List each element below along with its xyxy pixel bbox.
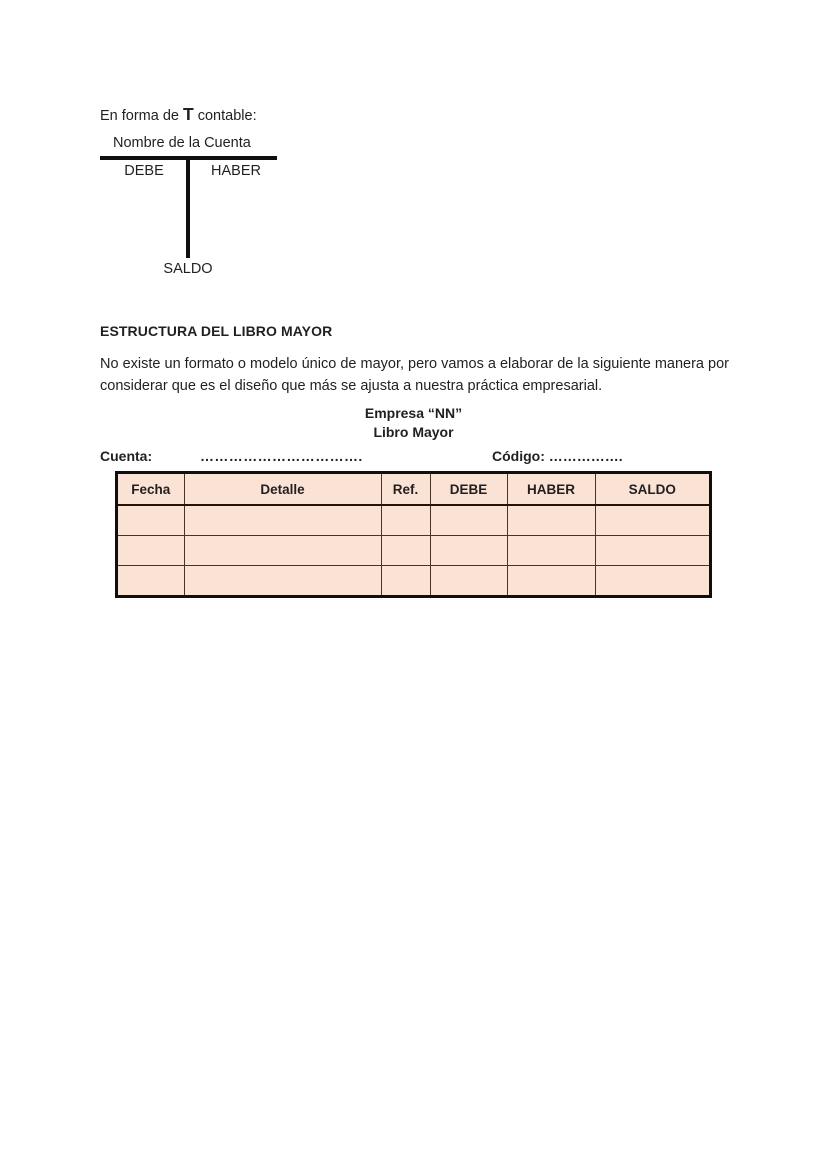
ledger-company-name: Empresa “NN” (364, 405, 463, 421)
cell-ref[interactable] (381, 505, 430, 536)
column-header-haber: HABER (507, 474, 595, 505)
cell-haber[interactable] (507, 566, 595, 596)
cell-saldo[interactable] (595, 536, 709, 566)
ledger-field-row (100, 448, 729, 470)
t-account-debit-label: DEBE (124, 163, 164, 179)
table-row (118, 536, 709, 566)
column-header-detalle: Detalle (184, 474, 381, 505)
cell-ref[interactable] (381, 536, 430, 566)
table-row (118, 505, 709, 536)
cell-detalle[interactable] (184, 536, 381, 566)
column-header-saldo: SALDO (595, 474, 709, 505)
cell-fecha[interactable] (118, 536, 184, 566)
cell-haber[interactable] (507, 536, 595, 566)
intro-prefix: En forma de (100, 108, 184, 124)
t-account-title: Nombre de la Cuenta (113, 135, 251, 151)
t-account-credit-label: HABER (211, 163, 261, 179)
cell-saldo[interactable] (595, 505, 709, 536)
account-field-label: Cuenta: (100, 448, 153, 464)
cell-fecha[interactable] (118, 566, 184, 596)
column-header-fecha: Fecha (118, 474, 184, 505)
table-header-row (118, 474, 709, 505)
cell-saldo[interactable] (595, 566, 709, 596)
code-field-label: Código: ……………. (492, 448, 623, 464)
t-account-vertical-stem (186, 160, 190, 258)
intro-t-letter: T (183, 104, 194, 124)
ledger-table (115, 471, 712, 598)
cell-ref[interactable] (381, 566, 430, 596)
cell-debe[interactable] (430, 505, 507, 536)
t-account-balance-label: SALDO (163, 261, 213, 277)
cell-detalle[interactable] (184, 505, 381, 536)
cell-debe[interactable] (430, 536, 507, 566)
section-paragraph: No existe un formato o modelo único de mayor, pero vamos a elaborar de la siguiente manera por considerar que es el diseño que más se ajusta a nuestra práctica empresarial. (100, 356, 729, 394)
ledger-header-block (100, 404, 729, 470)
intro-suffix: contable: (193, 108, 257, 124)
section-heading: ESTRUCTURA DEL LIBRO MAYOR (100, 323, 333, 339)
table-row (118, 566, 709, 596)
cell-haber[interactable] (507, 505, 595, 536)
column-header-ref: Ref. (381, 474, 430, 505)
ledger-book-name: Libro Mayor (373, 424, 454, 440)
column-header-debe: DEBE (430, 474, 507, 505)
t-account-diagram (100, 134, 400, 284)
cell-fecha[interactable] (118, 505, 184, 536)
account-field-blank: ……………………………. (200, 448, 363, 464)
cell-detalle[interactable] (184, 566, 381, 596)
intro-line (100, 104, 257, 126)
cell-debe[interactable] (430, 566, 507, 596)
